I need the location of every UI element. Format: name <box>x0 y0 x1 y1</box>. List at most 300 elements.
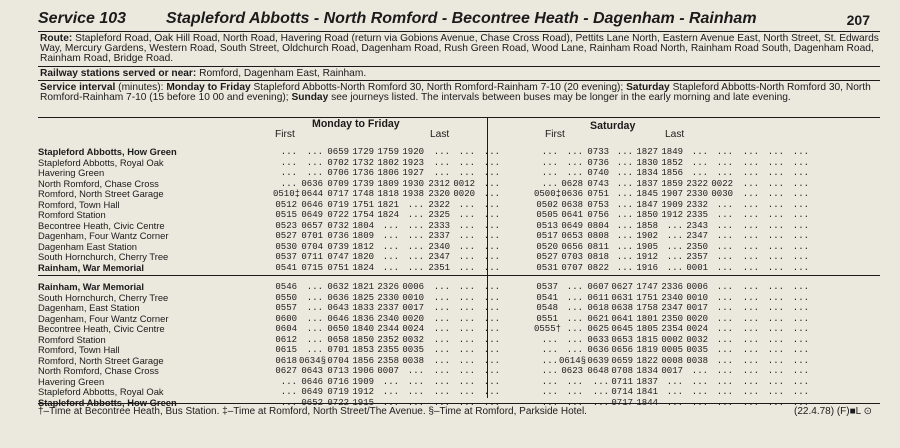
mf-time-cell: 1739 <box>352 178 374 189</box>
sat-time-cell: 0035 <box>686 345 708 355</box>
sat-time-cell: ... <box>666 376 683 387</box>
sat-time-cell: ... <box>716 147 733 157</box>
sat-time-cell: 0005 <box>661 345 683 355</box>
sat-time-cell: 1849 <box>661 147 683 157</box>
mf-time-cell: ... <box>280 397 297 408</box>
sat-time-cell: 0614§ <box>559 355 587 366</box>
mf-time-cell: ... <box>306 292 323 303</box>
sat-time-cell: ... <box>767 397 784 408</box>
sat-time-cell: ... <box>767 366 784 376</box>
railway-stations <box>40 69 880 79</box>
mf-time-cell: ... <box>483 345 500 355</box>
sat-time-cell: ... <box>666 220 683 231</box>
sat-time-cell: ... <box>767 262 784 273</box>
mf-time-cell: 0704 <box>301 241 323 252</box>
mf-time-cell: 0747 <box>327 252 349 262</box>
stop-name: Stapleford Abbotts, Royal Oak <box>38 157 164 168</box>
sat-time-cell: ... <box>691 168 708 178</box>
sat-time-cell: ... <box>742 168 759 178</box>
sat-time-cell: 2340 <box>661 292 683 303</box>
sat-time-cell: ... <box>767 292 784 303</box>
sat-time-cell: ... <box>592 397 609 408</box>
mf-time-cell: ... <box>458 313 475 324</box>
mf-time-cell: ... <box>458 157 475 168</box>
mf-time-cell: ... <box>433 282 450 292</box>
mf-time-cell: ... <box>407 220 424 231</box>
sat-time-cell: 0811 <box>587 241 609 252</box>
sat-time-cell: ... <box>566 292 583 303</box>
sat-time-cell: 2322 <box>686 178 708 189</box>
mf-time-cell: 2355 <box>377 345 399 355</box>
sat-time-cell: ... <box>541 334 558 345</box>
mf-time-cell: 0701 <box>301 231 323 241</box>
stop-name: Dagenham, Four Wantz Corner <box>38 231 169 241</box>
interval-sat-label: Saturday <box>626 82 670 93</box>
sat-time-cell: 1841 <box>636 387 658 397</box>
mf-time-cell: 2344 <box>377 324 399 334</box>
sat-time-cell: 0555† <box>534 324 562 334</box>
sat-time-cell: ... <box>616 147 633 157</box>
sat-time-cell: ... <box>767 282 784 292</box>
mf-time-cell: ... <box>458 282 475 292</box>
mf-time-cell: ... <box>382 387 399 397</box>
sat-time-cell: 0631 <box>611 292 633 303</box>
sat-time-cell: ... <box>792 345 809 355</box>
sat-time-cell: ... <box>616 262 633 273</box>
mf-time-cell: 1836 <box>352 313 374 324</box>
sat-time-cell: ... <box>767 345 784 355</box>
sat-time-cell: 0024 <box>686 324 708 334</box>
mf-time-cell: 0038 <box>402 355 424 366</box>
sat-time-cell: 2350 <box>686 241 708 252</box>
mf-time-cell: 0007 <box>377 366 399 376</box>
sat-time-cell: ... <box>716 334 733 345</box>
mf-time-cell: ... <box>433 292 450 303</box>
mf-time-cell: 0658 <box>327 334 349 345</box>
mf-time-cell: ... <box>433 376 450 387</box>
mf-time-cell: 0634§ <box>299 355 327 366</box>
sat-time-cell: 0653 <box>561 231 583 241</box>
mf-time-cell: ... <box>458 303 475 313</box>
mf-time-cell: ... <box>458 366 475 376</box>
mf-time-cell: 0537 <box>275 252 297 262</box>
stop-name: Dagenham East Station <box>38 241 138 252</box>
mf-time-cell: 1824 <box>377 210 399 220</box>
sat-time-cell: ... <box>541 366 558 376</box>
sat-time-cell: 0032 <box>686 334 708 345</box>
mf-time-cell: ... <box>458 252 475 262</box>
mf-time-cell: ... <box>306 303 323 313</box>
service-interval <box>40 83 880 103</box>
mf-time-cell: 1906 <box>352 366 374 376</box>
mf-time-cell: ... <box>483 147 500 157</box>
mf-time-cell: ... <box>433 147 450 157</box>
mf-time-cell: 0546 <box>275 282 297 292</box>
mf-time-cell: 1736 <box>352 168 374 178</box>
mf-time-cell: ... <box>458 324 475 334</box>
sat-time-cell: ... <box>616 241 633 252</box>
sat-time-cell: 1815 <box>636 334 658 345</box>
mf-time-cell: 0615 <box>275 345 297 355</box>
sat-time-cell: ... <box>742 303 759 313</box>
sat-time-cell: ... <box>742 397 759 408</box>
sat-time-cell: 0513 <box>536 220 558 231</box>
mf-time-cell: ... <box>458 345 475 355</box>
sat-time-cell: ... <box>566 387 583 397</box>
sat-time-cell: 1747 <box>636 282 658 292</box>
mf-time-cell: 2347 <box>428 252 450 262</box>
mf-time-cell: 0711 <box>301 252 323 262</box>
sat-time-cell: ... <box>716 397 733 408</box>
mf-time-cell: 0722 <box>327 397 349 408</box>
mf-time-cell: 1850 <box>352 334 374 345</box>
sat-time-cell: ... <box>666 262 683 273</box>
mf-time-cell: 1751 <box>352 199 374 210</box>
sat-time-cell: 0638 <box>561 199 583 210</box>
sat-time-cell: ... <box>666 387 683 397</box>
sat-time-cell: 0714 <box>611 387 633 397</box>
sat-time-cell: ... <box>616 199 633 210</box>
mf-time-cell: 0020 <box>453 189 475 199</box>
sat-time-cell: 0502 <box>536 199 558 210</box>
interval-sun-label: Sunday <box>291 92 329 103</box>
sat-time-cell: 0708 <box>611 366 633 376</box>
sat-time-cell: ... <box>742 220 759 231</box>
sat-time-cell: ... <box>792 303 809 313</box>
sat-time-cell: 0038 <box>686 355 708 366</box>
stop-name: Becontree Heath, Civic Centre <box>38 220 165 231</box>
sat-time-cell: 1905 <box>636 241 658 252</box>
sat-time-cell: ... <box>541 376 558 387</box>
mf-time-cell: ... <box>382 220 399 231</box>
mf-time-cell: ... <box>433 345 450 355</box>
sat-time-cell: ... <box>792 334 809 345</box>
sat-time-cell: ... <box>716 210 733 220</box>
stop-name: Dagenham, Four Wantz Corner <box>38 313 169 324</box>
sat-time-cell: 0703 <box>561 252 583 262</box>
mf-time-cell: ... <box>483 387 500 397</box>
route-description <box>40 34 880 64</box>
sat-time-cell: 0527 <box>536 252 558 262</box>
stop-name: Stapleford Abbotts, How Green <box>38 397 177 408</box>
sat-time-cell: ... <box>566 313 583 324</box>
sat-time-cell: ... <box>742 387 759 397</box>
sat-time-cell: ... <box>792 313 809 324</box>
mf-time-cell: 1754 <box>352 210 374 220</box>
mf-time-cell: ... <box>382 252 399 262</box>
mf-time-cell: 0612 <box>275 334 297 345</box>
sat-time-cell: 1837 <box>636 376 658 387</box>
mf-time-cell: 0715 <box>301 262 323 273</box>
sat-time-cell: 2350 <box>661 313 683 324</box>
sat-time-cell: ... <box>616 231 633 241</box>
mf-time-cell: ... <box>458 147 475 157</box>
mf-time-cell: ... <box>458 387 475 397</box>
railway-text: Romford, Dagenham East, Rainham. <box>199 68 367 79</box>
sat-time-cell: 0541 <box>536 292 558 303</box>
mf-time-cell: 2351 <box>428 262 450 273</box>
stop-name: Romford, Town Hall <box>38 199 120 210</box>
mf-time-cell: ... <box>306 345 323 355</box>
sat-time-cell: ... <box>716 376 733 387</box>
mf-time-cell: ... <box>483 231 500 241</box>
sat-time-cell: 2335 <box>686 210 708 220</box>
mf-time-cell: 2352 <box>377 334 399 345</box>
sat-time-cell: ... <box>541 178 558 189</box>
sat-time-cell: ... <box>742 178 759 189</box>
sat-time-cell: ... <box>541 387 558 397</box>
sat-time-cell: ... <box>566 324 583 334</box>
sat-time-cell: ... <box>666 252 683 262</box>
sat-time-cell: 2354 <box>661 324 683 334</box>
mf-time-cell: ... <box>407 262 424 273</box>
sat-time-cell: 0618 <box>587 303 609 313</box>
mf-time-cell: ... <box>306 324 323 334</box>
mf-time-cell: 0701 <box>327 345 349 355</box>
mf-time-cell: ... <box>280 168 297 178</box>
sat-time-cell: 0756 <box>587 210 609 220</box>
route-label: Route: <box>40 33 73 44</box>
mf-time-cell: 0719 <box>327 199 349 210</box>
stop-name: Rainham, War Memorial <box>38 262 144 273</box>
mf-time-cell: ... <box>407 231 424 241</box>
sat-time-cell: 2343 <box>686 220 708 231</box>
mf-time-cell: ... <box>483 313 500 324</box>
sat-time-cell: ... <box>742 262 759 273</box>
mf-time-cell: 0649 <box>301 387 323 397</box>
sat-time-cell: ... <box>716 168 733 178</box>
mf-time-cell: ... <box>433 366 450 376</box>
footnote-text: †–Time at Becontree Heath, Bus Station. ‡–Time at Romford, North Street/The Avenue. §–Time at Romford, Parkside Hotel. <box>38 406 587 417</box>
mf-time-cell: ... <box>306 168 323 178</box>
sat-time-cell: ... <box>716 157 733 168</box>
mf-time-cell: ... <box>483 303 500 313</box>
sat-time-cell: ... <box>742 157 759 168</box>
sat-time-cell: 0520 <box>536 241 558 252</box>
sat-time-cell: ... <box>716 231 733 241</box>
service-number: Service 103 <box>38 10 127 27</box>
mf-time-cell: ... <box>382 231 399 241</box>
sat-time-cell: 0656 <box>561 241 583 252</box>
mf-time-cell: ... <box>433 168 450 178</box>
mf-time-cell: 1915 <box>352 397 374 408</box>
footer-code: (22.4.78) (F)■L ⊙ <box>794 406 872 417</box>
sat-time-cell: ... <box>767 157 784 168</box>
sat-time-cell: ... <box>541 157 558 168</box>
mf-time-cell: ... <box>458 262 475 273</box>
sat-time-cell: 0010 <box>686 292 708 303</box>
mf-time-cell: ... <box>458 397 475 408</box>
sat-time-cell: 0017 <box>686 303 708 313</box>
mf-time-cell: ... <box>483 252 500 262</box>
mf-time-cell: 0035 <box>402 345 424 355</box>
sat-time-cell: 0711 <box>611 376 633 387</box>
mf-time-cell: ... <box>458 231 475 241</box>
sat-time-cell: ... <box>691 366 708 376</box>
stop-name: Dagenham, East Station <box>38 303 140 313</box>
stop-name: Havering Green <box>38 376 105 387</box>
sat-time-cell: ... <box>541 397 558 408</box>
interval-label: Service interval <box>40 82 116 93</box>
sat-time-cell: 0517 <box>536 231 558 241</box>
mf-time-cell: 0600 <box>275 313 297 324</box>
sat-time-cell: 0548 <box>536 303 558 313</box>
sat-time-cell: ... <box>691 387 708 397</box>
sat-time-cell: 1909 <box>661 199 683 210</box>
mf-time-cell: 0722 <box>327 210 349 220</box>
interval-unit: (minutes): <box>118 82 164 93</box>
mf-time-cell: ... <box>382 376 399 387</box>
sat-time-cell: ... <box>767 220 784 231</box>
sat-heading: Saturday <box>590 120 636 132</box>
sat-time-cell: ... <box>792 355 809 366</box>
sat-time-cell: 0822 <box>587 262 609 273</box>
sat-time-cell: 0638 <box>611 303 633 313</box>
sat-time-cell: 1912 <box>636 252 658 262</box>
sat-time-cell: 0751 <box>587 189 609 199</box>
mf-time-cell: ... <box>433 397 450 408</box>
mf-time-cell: 0010 <box>402 292 424 303</box>
mf-time-cell: ... <box>458 376 475 387</box>
sat-time-cell: 1850 <box>636 210 658 220</box>
mf-time-cell: ... <box>407 397 424 408</box>
sat-time-cell: 2330 <box>686 189 708 199</box>
sat-time-cell: ... <box>716 324 733 334</box>
sat-time-cell: ... <box>716 262 733 273</box>
mf-first-label: First <box>275 129 295 140</box>
interval-sat-text: Stapleford Abbotts-North Romford 30, North Romford-Rainham 7-10 (15 before 10 00 and evening); <box>40 82 871 103</box>
sat-time-cell: ... <box>742 231 759 241</box>
sat-time-cell: ... <box>767 303 784 313</box>
sat-time-cell: 2332 <box>686 199 708 210</box>
mf-time-cell: 2312 <box>428 178 450 189</box>
sat-time-cell: ... <box>616 252 633 262</box>
mf-time-cell: 0646 <box>327 313 349 324</box>
mf-time-cell: ... <box>483 220 500 231</box>
stop-name: Romford, Town Hall <box>38 345 120 355</box>
mf-time-cell: 0652 <box>301 397 323 408</box>
mf-time-cell: 0527 <box>275 231 297 241</box>
mf-time-cell: 2325 <box>428 210 450 220</box>
sat-time-cell: 1916 <box>636 262 658 273</box>
mf-time-cell: 0012 <box>453 178 475 189</box>
stop-name: Romford, North Street Garage <box>38 355 164 366</box>
stop-name: Rainham, War Memorial <box>38 282 144 292</box>
sat-time-cell: ... <box>792 252 809 262</box>
mf-time-cell: ... <box>280 376 297 387</box>
mf-time-cell: ... <box>382 241 399 252</box>
sat-time-cell: ... <box>716 220 733 231</box>
page-number: 207 <box>846 12 870 28</box>
page-header <box>38 8 878 30</box>
mf-time-cell: ... <box>407 241 424 252</box>
mf-time-cell: 0644 <box>301 189 323 199</box>
sat-time-cell: ... <box>541 355 558 366</box>
sat-time-cell: 0645 <box>611 324 633 334</box>
mf-time-cell: 0530 <box>275 241 297 252</box>
mf-time-cell: ... <box>433 334 450 345</box>
mf-time-cell: 0716 <box>327 376 349 387</box>
sat-time-cell: ... <box>792 241 809 252</box>
mf-time-cell: 0618 <box>275 355 297 366</box>
mf-time-cell: ... <box>280 147 297 157</box>
sat-time-cell: ... <box>742 282 759 292</box>
sat-time-cell: ... <box>716 303 733 313</box>
mf-time-cell: 0646 <box>301 376 323 387</box>
mf-time-cell: 1802 <box>377 157 399 168</box>
stop-name: Romford Station <box>38 334 106 345</box>
sat-time-cell: ... <box>792 210 809 220</box>
sat-time-cell: 0659 <box>611 355 633 366</box>
sat-time-cell: ... <box>742 355 759 366</box>
mf-time-cell: 0719 <box>327 387 349 397</box>
mf-time-cell: ... <box>306 147 323 157</box>
sat-time-cell: ... <box>716 355 733 366</box>
mf-time-cell: 1809 <box>377 178 399 189</box>
mf-time-cell: ... <box>433 387 450 397</box>
mf-time-cell: 1912 <box>352 387 374 397</box>
mf-time-cell: 1804 <box>352 220 374 231</box>
mf-time-cell: ... <box>280 387 297 397</box>
sat-time-cell: 1830 <box>636 157 658 168</box>
sat-time-cell: ... <box>767 313 784 324</box>
sat-time-cell: ... <box>666 241 683 252</box>
sat-time-cell: 2357 <box>686 252 708 262</box>
sat-time-cell: ... <box>742 147 759 157</box>
sat-time-cell: ... <box>716 366 733 376</box>
sat-time-cell: ... <box>742 241 759 252</box>
mf-time-cell: ... <box>483 324 500 334</box>
mf-time-cell: ... <box>407 199 424 210</box>
sat-time-cell: 0753 <box>587 199 609 210</box>
mf-time-cell: 1920 <box>402 147 424 157</box>
mf-time-cell: 0704 <box>327 355 349 366</box>
stop-name: Romford, North Street Garage <box>38 189 164 199</box>
route-title: Stapleford Abbotts - North Romford - Becontree Heath - Dagenham - Rainham <box>166 10 757 27</box>
mf-time-cell: ... <box>433 157 450 168</box>
mf-time-cell: 0713 <box>327 366 349 376</box>
railway-rule <box>38 80 880 81</box>
sat-time-cell: 1912 <box>661 210 683 220</box>
sat-time-cell: 0804 <box>587 220 609 231</box>
sat-time-cell: 0656 <box>611 345 633 355</box>
mf-time-cell: ... <box>306 282 323 292</box>
mf-time-cell: ... <box>382 262 399 273</box>
mf-time-cell: 0550 <box>275 292 297 303</box>
mf-time-cell: ... <box>483 376 500 387</box>
mf-time-cell: 2326 <box>377 282 399 292</box>
sat-time-cell: 0641 <box>561 210 583 220</box>
sat-time-cell: 0505 <box>536 210 558 220</box>
sat-time-cell: 0641 <box>611 313 633 324</box>
mf-time-cell: 1759 <box>377 147 399 157</box>
mf-time-cell: ... <box>433 303 450 313</box>
sat-time-cell: ... <box>767 387 784 397</box>
mf-time-cell: ... <box>407 376 424 387</box>
mf-time-cell: 0541 <box>275 262 297 273</box>
mf-time-cell: ... <box>407 210 424 220</box>
mf-time-cell: 0020 <box>402 313 424 324</box>
mf-time-cell: 0636 <box>327 292 349 303</box>
sat-time-cell: ... <box>767 241 784 252</box>
sat-time-cell: ... <box>616 157 633 168</box>
sat-time-cell: ... <box>792 387 809 397</box>
sat-time-cell: ... <box>742 292 759 303</box>
sat-time-cell: ... <box>742 345 759 355</box>
mf-time-cell: ... <box>433 313 450 324</box>
sat-time-cell: ... <box>742 210 759 220</box>
mf-time-cell: 1729 <box>352 147 374 157</box>
